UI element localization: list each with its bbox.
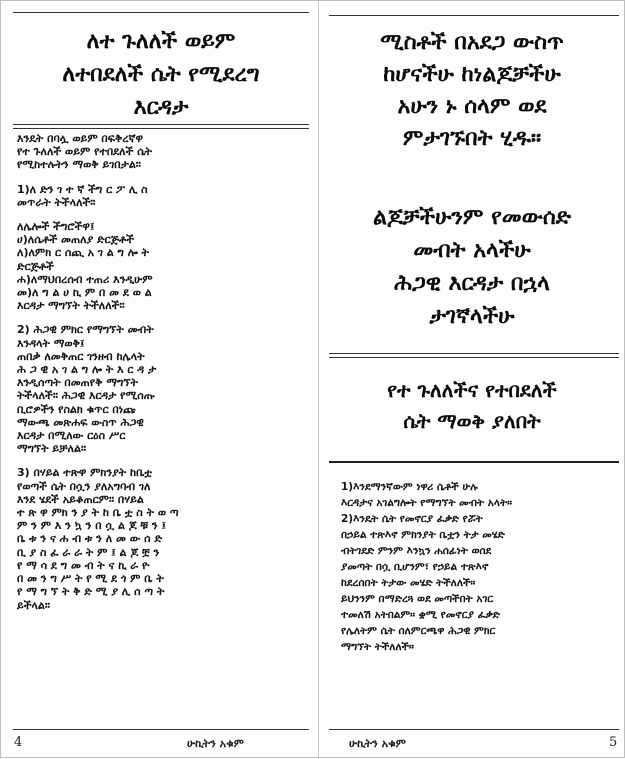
- text-line: ይህንንም በማድረጓ ወደ መጣችበት አገር: [341, 593, 494, 605]
- text-line: 1)ለ ድን ገ ተ ኛ ችግ ር ፖ ሊ ስ: [17, 182, 148, 196]
- text-line: ያመጣት በሷ ቢሆንም፣ የኃይል ተጽእኖ: [341, 561, 489, 573]
- text-line: መ)ለ ግ ል ሀ ኪ ም በ መ ደ ወ ል: [17, 286, 152, 300]
- text-line: ተመለሽ አትበልም። ቋሚ የመኖርያ ፈቃድ: [341, 609, 500, 621]
- text-line: ማውጫ መጽሐፍ ውስጥ ሕጋዊ: [17, 415, 144, 429]
- text-line: 2) ሕጋዊ ምክር የማግኘት መብት: [17, 323, 154, 337]
- rights-heading: [323, 201, 621, 333]
- point-3-paragraph: [17, 466, 309, 611]
- title-line: እርዳታ: [133, 95, 189, 120]
- text-line: ማግኘት ትችለለች።: [341, 641, 414, 653]
- heading-line: የተ ጉለለችና የተበደለች: [387, 378, 557, 402]
- text-line: ቤ ቱ ን ና ሐ ብ ቱ ን ለ መ ው ሰ ድ: [17, 532, 163, 546]
- title-line: ለተበደለች ሴት የሚደረግ: [62, 62, 260, 87]
- heading-line: ምታገኙበት ሂዱ።: [402, 126, 542, 151]
- text-line: እርዳታ በሚለው ርዕስ ሥር: [17, 429, 126, 443]
- section-heading: [323, 375, 621, 437]
- text-line: ለሌሎች ችግሮችዋ፤: [17, 220, 95, 234]
- page-number: 5: [609, 735, 618, 750]
- right-page: [319, 1, 625, 759]
- text-line: የ ማ ግ ኘ ት ቅ ድ ሚ ያ ሊ ሰ ጣ ት: [17, 585, 165, 599]
- text-line: እርዳታና አገልግሎት የማግኘት መብት አላት።: [341, 497, 512, 509]
- left-page-body: [17, 132, 309, 623]
- text-line: ጠበቃ ለመቅጠር ገንዘብ ከሌላት: [17, 349, 145, 363]
- heading-line: ልጆቻችሁንም የመውሰድ: [373, 205, 571, 230]
- text-line: በኃይል ተጽእኖ ምክንያት ቤቷን ትታ መሄድ: [341, 529, 505, 541]
- footer-rule: [329, 729, 619, 730]
- text-line: የወጣች ሴት በሷን ያለአግባብ ገለ: [17, 479, 151, 493]
- text-line: እንዴት በባሏ ወይም በፍቅረኛዋ: [17, 132, 144, 145]
- text-line: በ መ ን ግ ሥ ት የ ሚ ደ ጎ ም ቤ ት: [17, 572, 164, 586]
- text-line: ሕ ጋ ዊ አ ገ ል ግ ሎ ት እ ር ዳ ታ: [17, 363, 157, 377]
- text-line: 2)እንዴት ሴት የመኖርያ ፈቃድ የሯት: [341, 513, 483, 525]
- rights-paragraph: [341, 479, 623, 655]
- text-line: ከደረሰበት ትታው መሄድ ትችለለች።: [341, 577, 476, 589]
- title-line: ለተ ጉለለች ወይም: [86, 29, 236, 54]
- text-line: ይችላል።: [17, 598, 51, 612]
- text-line: የሚከተሉትን ማወቅ ይገበታል።: [17, 158, 141, 172]
- title-divider: [13, 124, 309, 129]
- text-line: ተ ጽ ዋ ምክ ን ያ ት ከ ቤ ቷ ስ ት ወ ጣ: [17, 506, 179, 520]
- text-line: ም ን ም እ ን ኳ ን በ ሷ ል ጆ ቹ ን ፤: [17, 519, 166, 533]
- resources-paragraph: [17, 220, 309, 312]
- point-2-paragraph: [17, 323, 309, 455]
- section-divider: [329, 353, 619, 358]
- heading-line: ከሆናችሁ ከነልጆቻችሁ: [383, 62, 561, 87]
- heading-line: ሚስቶች በአደጋ ውስጥ: [380, 30, 564, 55]
- text-line: እንዳላት ማወቅ፤: [17, 336, 85, 350]
- text-line: ማግኘት ይቻለል።: [17, 442, 87, 456]
- heading-line: ሕጋዊ እርዳታ በኋላ: [394, 271, 550, 296]
- left-page: [1, 1, 319, 759]
- right-page-body: [341, 479, 623, 666]
- running-title: ሁኪትን አቁም: [187, 737, 244, 750]
- safety-heading: [323, 27, 621, 155]
- text-line: ቢሮዎችን የስልክ ቁጥር በነጩ: [17, 402, 136, 416]
- text-line: የተ ጉለለች ወይም የተበደለች ሴት: [17, 145, 153, 159]
- running-title: ሁኪትን አቁም: [349, 737, 406, 750]
- text-line: ሀ)ለሴቶች መጠለያ ድርጅቶች: [17, 233, 134, 247]
- text-line: እርዳታ ማግኘት ትችለለች።: [17, 299, 125, 313]
- top-rule: [329, 15, 619, 16]
- text-line: እንዲሰጣት በመጠየቅ ማግኘት: [17, 376, 138, 390]
- text-line: ለ)ለምክ ር ሰጪ አ ገ ል ግ ሎ ት: [17, 246, 149, 260]
- text-line: ሐ)ለማህበረሰብ ተጠሪ እንዲሁም: [17, 272, 153, 286]
- left-page-title: [9, 25, 313, 124]
- point-1-paragraph: [17, 183, 309, 209]
- page-number: 4: [14, 735, 23, 750]
- text-line: ድርጅቶች: [17, 259, 54, 273]
- text-line: 1)እንደማንኛውም ነዋሪ ሴቶች ሁሉ: [341, 481, 478, 493]
- text-line: ብትገደድ ምንም እንኳን ሐሰፊነት ወሰደ: [341, 545, 492, 557]
- heading-line: ሴት ማወቅ ያለበት: [403, 409, 541, 433]
- section-heading-rule: [329, 461, 619, 463]
- text-line: መጥራት ትችላለች።: [17, 195, 96, 209]
- text-line: እንደ ሄደች አይቆጠርም። በሃይል: [17, 492, 144, 506]
- text-line: ቢ ያ ስ ፈ ራ ራ ት ም ፤ ል ጆ ቿ ን: [17, 545, 160, 559]
- text-line: የ ማ ሳ ደ ግ መ ብ ት ና ኪ ራ ዮ: [17, 558, 150, 572]
- heading-line: አሁን ኑ ሰላም ወደ: [397, 94, 547, 119]
- footer-rule: [13, 729, 309, 730]
- top-rule: [13, 12, 309, 13]
- text-line: ትችላለች። ሕጋዊ እርዳታ የሚሰጡ: [17, 389, 155, 403]
- heading-line: ታገኛላችሁ: [429, 304, 515, 329]
- intro-paragraph: [17, 132, 309, 172]
- heading-line: መብት አላችሁ: [413, 238, 531, 263]
- text-line: 3) በሃይል ተጽዋ ምክንያት ከቤቷ: [17, 466, 152, 480]
- text-line: የሌለትም ሴት ሰለምርጫዋ ሕጋዊ ምክር: [341, 625, 496, 637]
